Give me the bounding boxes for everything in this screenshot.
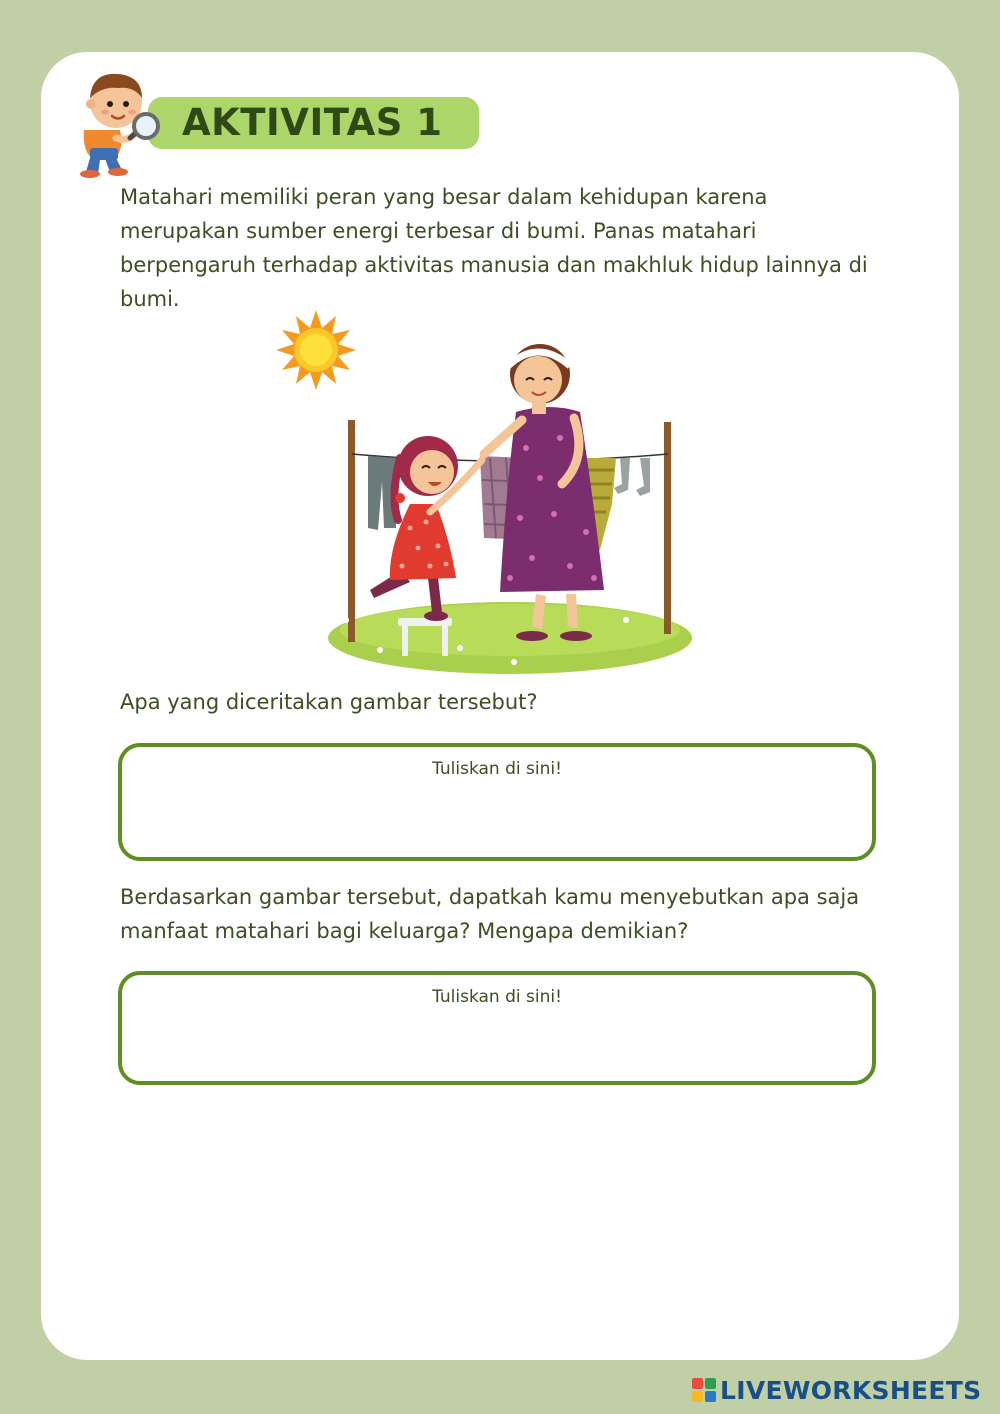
activity-title: AKTIVITAS 1 — [182, 101, 443, 144]
question-1-text: Apa yang diceritakan gambar tersebut? — [120, 690, 538, 714]
liveworksheets-logo — [692, 1374, 981, 1406]
mother-daughter-drying-laundry-illustration — [270, 308, 700, 678]
boy-with-magnifier-icon — [72, 68, 164, 178]
sun-icon — [276, 310, 356, 390]
logo-cubes-icon — [692, 1378, 716, 1402]
answer-box-2 — [118, 971, 876, 1085]
answer-input-1[interactable] — [122, 747, 872, 857]
answer-input-2[interactable] — [122, 975, 872, 1081]
question-2-text: Berdasarkan gambar tersebut, dapatkah kamu menyebutkan apa saja manfaat matahari bagi keluarga? Mengapa demikian? — [120, 885, 860, 943]
answer-box-1 — [118, 743, 876, 861]
intro-paragraph: Matahari memiliki peran yang besar dalam kehidupan karena merupakan sumber energi terbesar di bumi. Panas matahari berpengaruh terhadap aktivitas manusia dan makhluk hidup lainnya di bumi. — [120, 185, 868, 311]
brand-name: LIVEWORKSHEETS — [720, 1375, 982, 1405]
